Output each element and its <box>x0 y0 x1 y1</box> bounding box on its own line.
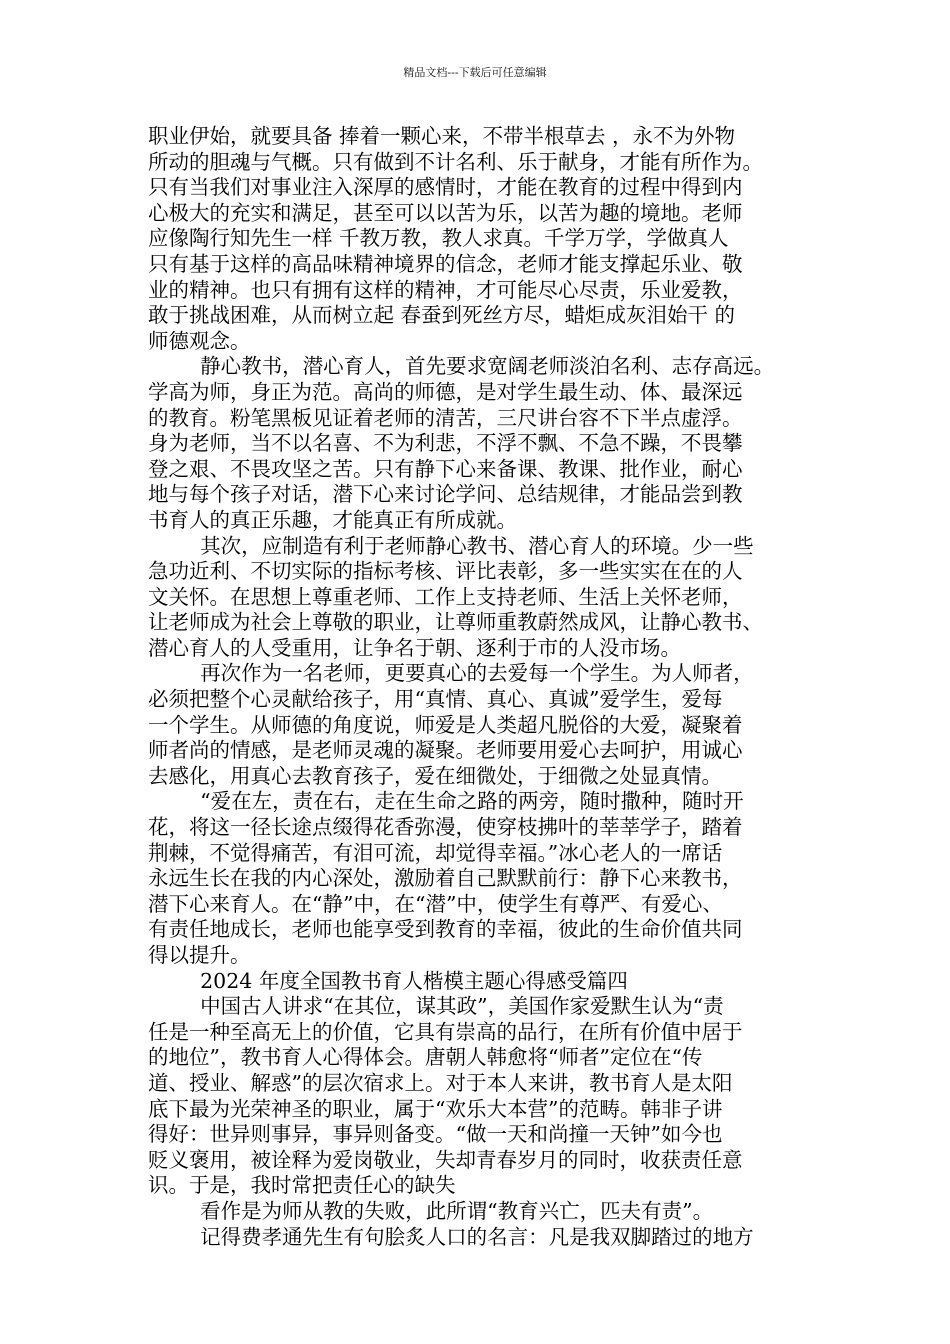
text-line: 所动的胆魂与气概。只有做到不计名利、乐于献身，才能有所作为。 <box>148 149 763 174</box>
text-line: 地与每个孩子对话，潜下心来讨论学问、总结规律，才能品尝到教 <box>148 482 743 507</box>
text-line: 心极大的充实和满足，甚至可以以苦为乐，以苦为趣的境地。老师 <box>148 200 743 225</box>
text-line: 去感化，用真心去教育孩子，爱在细微处，于细微之处显真情。 <box>148 763 722 788</box>
text-line: 永远生长在我的内心深处，激励着自己默默前行：静下心来教书， <box>148 866 743 891</box>
text-line: 潜下心来育人。在“静”中，在“潜”中，使学生有尊严、有爱心、 <box>148 891 723 916</box>
text-line: 身为老师，当不以名喜、不为利悲，不浮不飘、不急不躁，不畏攀 <box>148 431 743 456</box>
text-line: 师德观念。 <box>148 328 251 353</box>
text-line: 师者尚的情感，是老师灵魂的凝聚。老师要用爱心去呵护，用诚心 <box>148 738 743 763</box>
text-line: 文关怀。在思想上尊重老师、工作上支持老师、生活上关怀老师， <box>148 584 743 609</box>
text-line: 学高为师，身正为范。高尚的师德，是对学生最生动、体、最深远 <box>148 379 743 404</box>
text-line: “爱在左，责在右，走在生命之路的两旁，随时撒种，随时开 <box>148 789 744 814</box>
text-line: 2024 年度全国教书育人楷模主题心得感受篇四 <box>148 968 628 993</box>
text-line: 书育人的真正乐趣，才能真正有所成就。 <box>148 507 517 532</box>
text-line: 职业伊始，就要具备 捧着一颗心来，不带半根草去 ，永不为外物 <box>148 124 736 148</box>
text-line: 底下最为光荣神圣的职业，属于“欢乐大本营”的范畴。韩非子讲 <box>148 1096 723 1121</box>
document-body <box>148 124 816 1250</box>
text-line: 贬义褒用，被诠释为爱岗敬业，失却青春岁月的同时，收获责任意 <box>148 1147 743 1172</box>
text-line: 一个学生。从师德的角度说，师爱是人类超凡脱俗的大爱，凝聚着 <box>148 712 743 737</box>
text-line: 只有基于这样的高品味精神境界的信念，老师才能支撑起乐业、敬 <box>148 251 743 276</box>
text-line: 识。于是，我时常把责任心的缺失 <box>148 1173 456 1198</box>
text-line: 得好：世异则事异，事异则备变。“做一天和尚撞一天钟”如今也 <box>148 1122 723 1147</box>
text-line: 必须把整个心灵献给孩子，用“真情、真心、真诚”爱学生，爱每 <box>148 687 723 712</box>
text-line: 静心教书，潜心育人，首先要求宽阔老师淡泊名利、志存高远。 <box>148 354 775 379</box>
text-line: 敢于挑战困难，从而树立起 春蚕到死丝方尽，蜡炬成灰泪始干 的 <box>148 303 736 328</box>
text-line: 应像陶行知先生一样 千教万教，教人求真。千学万学，学做真人 <box>148 226 729 251</box>
text-line: 登之艰、不畏攻坚之苦。只有静下心来备课、教课、批作业，耐心 <box>148 456 743 481</box>
text-line: 的地位”，教书育人心得体会。唐朝人韩愈将“师者”定位在“传 <box>148 1045 703 1070</box>
text-line: 只有当我们对事业注入深厚的感情时，才能在教育的过程中得到内 <box>148 175 743 200</box>
text-line: 让老师成为社会上尊敬的职业，让尊师重教蔚然成风，让静心教书、 <box>148 610 763 635</box>
page-header: 精品文档---下载后可任意编辑 <box>403 66 547 79</box>
text-line: 花，将这一径长途点缀得花香弥漫，使穿枝拂叶的莘莘学子，踏着 <box>148 815 743 840</box>
text-line: 得以提升。 <box>148 943 251 967</box>
text-line: 任是一种至高无上的价值，它具有崇高的品行，在所有价值中居于 <box>148 1019 743 1044</box>
text-line: 看作是为师从教的失败，此所谓“教育兴亡，匹夫有责”。 <box>148 1198 714 1223</box>
text-line: 急功近利、不切实际的指标考核、评比表彰，多一些实实在在的人 <box>148 559 743 584</box>
text-line: 道、授业、解惑”的层次宿求上。对于本人来讲，教书育人是太阳 <box>148 1070 733 1095</box>
text-line: 其次，应制造有利于老师静心教书、潜心育人的环境。少一些 <box>148 533 754 558</box>
text-line: 荆棘，不觉得痛苦，有泪可流，却觉得幸福。”冰心老人的一席话 <box>148 840 723 865</box>
text-line: 业的精神。也只有拥有这样的精神，才可能尽心尽责，乐业爱教， <box>148 277 743 302</box>
text-line: 记得费孝通先生有句脍炙人口的名言：凡是我双脚踏过的地方 <box>148 1224 754 1249</box>
text-line: 中国古人讲求“在其位，谋其政”，美国作家爱默生认为“责 <box>148 994 724 1019</box>
text-line: 再次作为一名老师，更要真心的去爱每一个学生。为人师者， <box>148 661 754 686</box>
text-line: 有责任地成长，老师也能享受到教育的幸福，彼此的生命价值共同 <box>148 917 743 942</box>
text-line: 的教育。粉笔黑板见证着老师的清苦，三尺讲台容不下半点虚浮。 <box>148 405 743 430</box>
text-line: 潜心育人的人受重用，让争名于朝、逐利于市的人没市场。 <box>148 635 681 660</box>
